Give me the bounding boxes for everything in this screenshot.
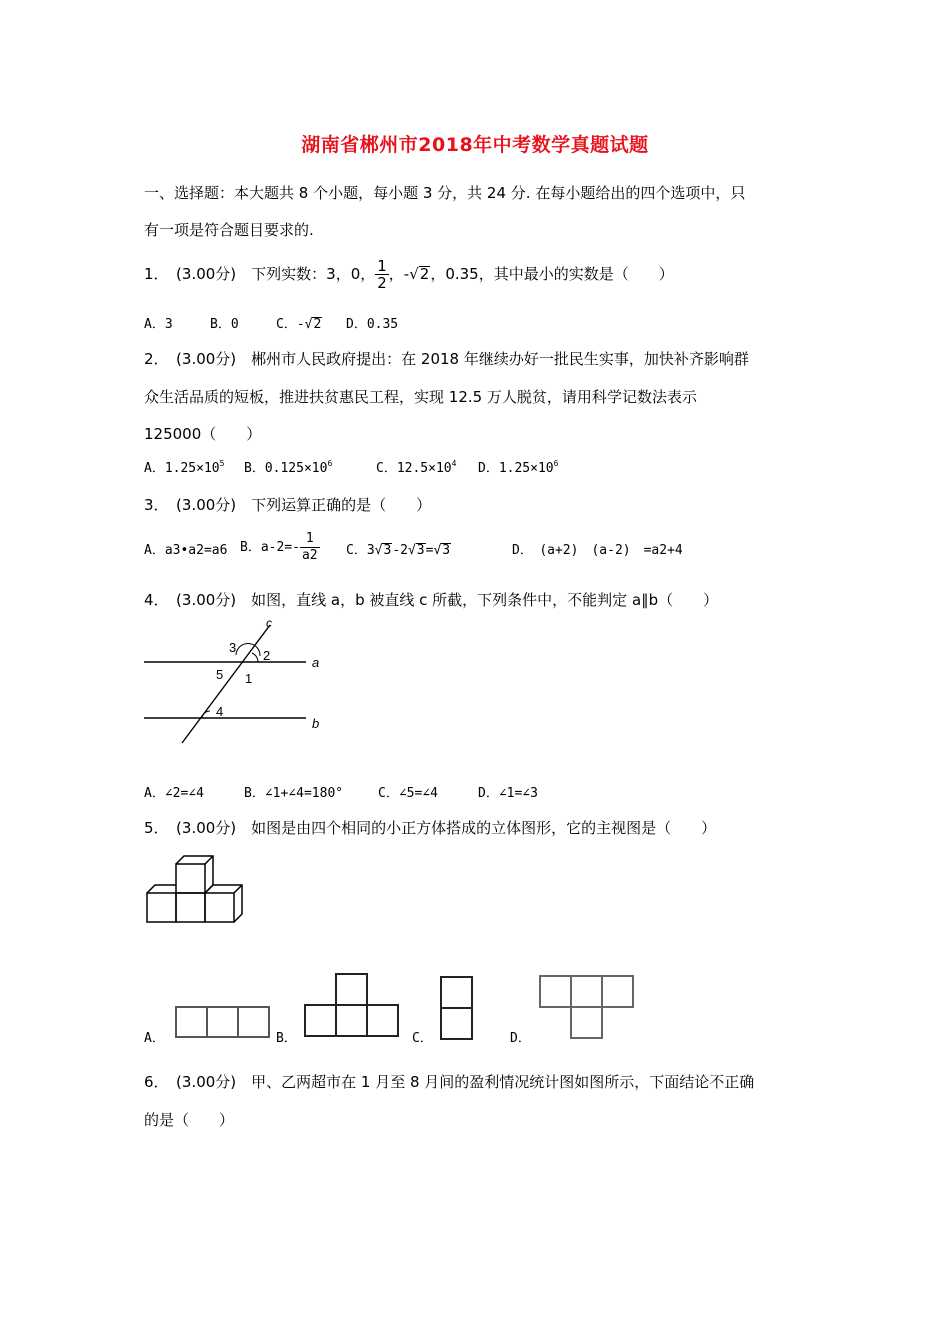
section-instructions-line1: 一、选择题：本大题共 8 个小题，每小题 3 分，共 24 分. 在每小题给出的四个选项中，只 xyxy=(144,184,746,202)
q4-option-b: B．∠1+∠4=180° xyxy=(244,786,344,801)
label-3: 3 xyxy=(229,640,237,655)
q5-option-d: D． xyxy=(510,1031,531,1046)
q2-option-d: D．$1.25\times 10^6$ xyxy=(478,459,559,476)
document-title: 湖南省郴州市2018年中考数学真题试题 xyxy=(301,134,649,156)
q2-option-a: A．$1.25\times 10^5$ xyxy=(144,459,225,476)
question-5-stem: 5． (3.00分) 如图是由四个相同的小正方体搭成的立体图形，它的主视图是（ ） xyxy=(144,819,717,837)
q5-option-c-figure xyxy=(439,975,475,1041)
q5-option-b-figure xyxy=(303,972,401,1038)
question-6-line1: 6． (3.00分) 甲、乙两超市在 1 月至 8 月间的盈利情况统计图如图所示，下面结论不正确 xyxy=(144,1073,755,1091)
q2-option-c: C．$12.5\times 10^4$ xyxy=(376,459,457,476)
q1-fraction: $\frac{1}{2}$ xyxy=(377,257,387,292)
q3-option-a: A．a3•a2=a6 xyxy=(144,543,228,558)
q1-tail: ，0.35，其中最小的实数是（ ） xyxy=(430,265,674,283)
q1-option-c: C．-√2 xyxy=(276,317,322,332)
q1-sqrt-value: 2 xyxy=(419,265,430,283)
q1-negative-sign: - xyxy=(403,265,410,283)
label-4: 4 xyxy=(216,704,224,719)
section-instructions-line2: 有一项是符合题目要求的. xyxy=(144,221,314,239)
q4-option-c: C．∠5=∠4 xyxy=(378,786,438,801)
q3-option-b: B．a-2=- $\frac{1}{a2}$ xyxy=(240,531,318,563)
label-c: c xyxy=(266,616,272,630)
q5-option-a-figure xyxy=(174,1005,272,1039)
q5-option-b: B． xyxy=(276,1031,297,1046)
question-2-line3: 125000（ ） xyxy=(144,425,262,443)
label-a: a xyxy=(312,655,320,670)
question-1-stem: 1． (3.00分) 下列实数：3，0， $\frac{1}{2}$ ，-√2，0.35，其中最小的实数是（ ） xyxy=(144,257,674,292)
q2-option-b: B．$0.125\times 10^6$ xyxy=(244,459,333,476)
q1-option-a: A．3 xyxy=(144,317,173,332)
angle-arc-2 xyxy=(252,653,258,662)
question-2-line2: 众生活品质的短板，推进扶贫惠民工程，实现 12.5 万人脱贫，请用科学记数法表示 xyxy=(144,388,697,406)
angle-arc-4 xyxy=(202,711,210,718)
q4-option-d: D．∠1=∠3 xyxy=(478,786,538,801)
line-c xyxy=(182,625,270,743)
label-5: 5 xyxy=(216,667,224,682)
q4-parallel-lines-figure xyxy=(140,615,340,750)
q5-option-d-figure xyxy=(538,974,636,1040)
question-4-stem: 4． (3.00分) 如图，直线 a，b 被直线 c 所截，下列条件中，不能判定 a∥b（ ） xyxy=(144,591,719,609)
label-1: 1 xyxy=(245,671,253,686)
q5-option-a: A． xyxy=(144,1031,165,1046)
question-6-line2: 的是（ ） xyxy=(144,1111,235,1129)
q3-option-d: D． (a+2) (a-2) =a2+4 xyxy=(512,543,683,558)
question-2-line1: 2． (3.00分) 郴州市人民政府提出：在 2018 年继续办好一批民生实事，加快补齐影响群 xyxy=(144,350,749,368)
q4-option-a: A．∠2=∠4 xyxy=(144,786,204,801)
q1-option-b: B．0 xyxy=(210,317,239,332)
q5-solid-figure xyxy=(145,855,245,927)
label-2: 2 xyxy=(263,648,271,663)
q1-lead: 1． (3.00分) 下列实数：3，0， xyxy=(144,265,376,283)
question-3-stem: 3． (3.00分) 下列运算正确的是（ ） xyxy=(144,496,432,514)
q5-option-c: C． xyxy=(412,1031,433,1046)
label-b: b xyxy=(312,716,320,731)
q3-option-c: C．3√3-2√3=√3 xyxy=(346,543,451,558)
q1-option-d: D．0.35 xyxy=(346,317,399,332)
